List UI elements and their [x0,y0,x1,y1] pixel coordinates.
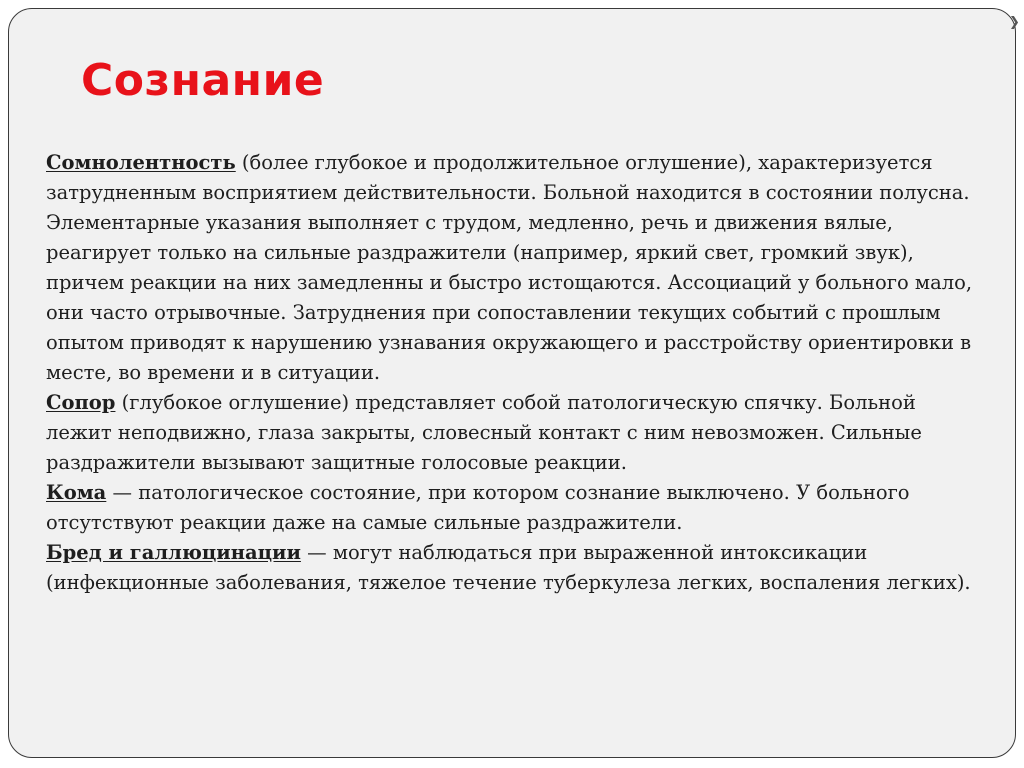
paragraph-somnolence [46,148,976,388]
definition-delirium-hallucinations: — могут наблюдаться при выраженной интоксикации (инфекционные заболевания, тяжелое течение туберкулеза легких, воспаления легких). [46,541,971,594]
paragraph-delirium [46,538,976,598]
term-sopor: Сопор [46,391,116,414]
paragraph-coma [46,478,976,538]
term-somnolence: Сомнолентность [46,151,236,174]
paragraph-sopor [46,388,976,478]
definition-sopor: (глубокое оглушение) представляет собой патологическую спячку. Больной лежит неподвижно, глаза закрыты, словесный контакт с ним невозможен. Сильные раздражители вызывают защитные голосовые реакции. [46,391,922,474]
slide-corner-marker-icon: ❯ [1009,15,1020,30]
term-delirium-hallucinations: Бред и галлюцинации [46,541,301,564]
definition-coma: — патологическое состояние, при котором сознание выключено. У больного отсутствуют реакции даже на самые сильные раздражители. [46,481,910,534]
slide-body [46,148,976,598]
definition-somnolence: (более глубокое и продолжительное оглушение), характеризуется затрудненным восприятием действительности. Больной находится в состоянии полусна. Элементарные указания выполняет с трудом, медленно, речь и движения вялые, реагирует только на сильные раздражители (например, яркий свет, громкий звук), причем реакции на них замедленны и быстро истощаются. Ассоциаций у больного мало, они часто отрывочные. Затруднения при сопоставлении текущих событий с прошлым опытом приводят к нарушению узнавания окружающего и расстройству ориентировки в месте, во времени и в ситуации. [46,151,973,384]
slide-title: Сознание [81,55,325,106]
term-coma: Кома [46,481,107,504]
